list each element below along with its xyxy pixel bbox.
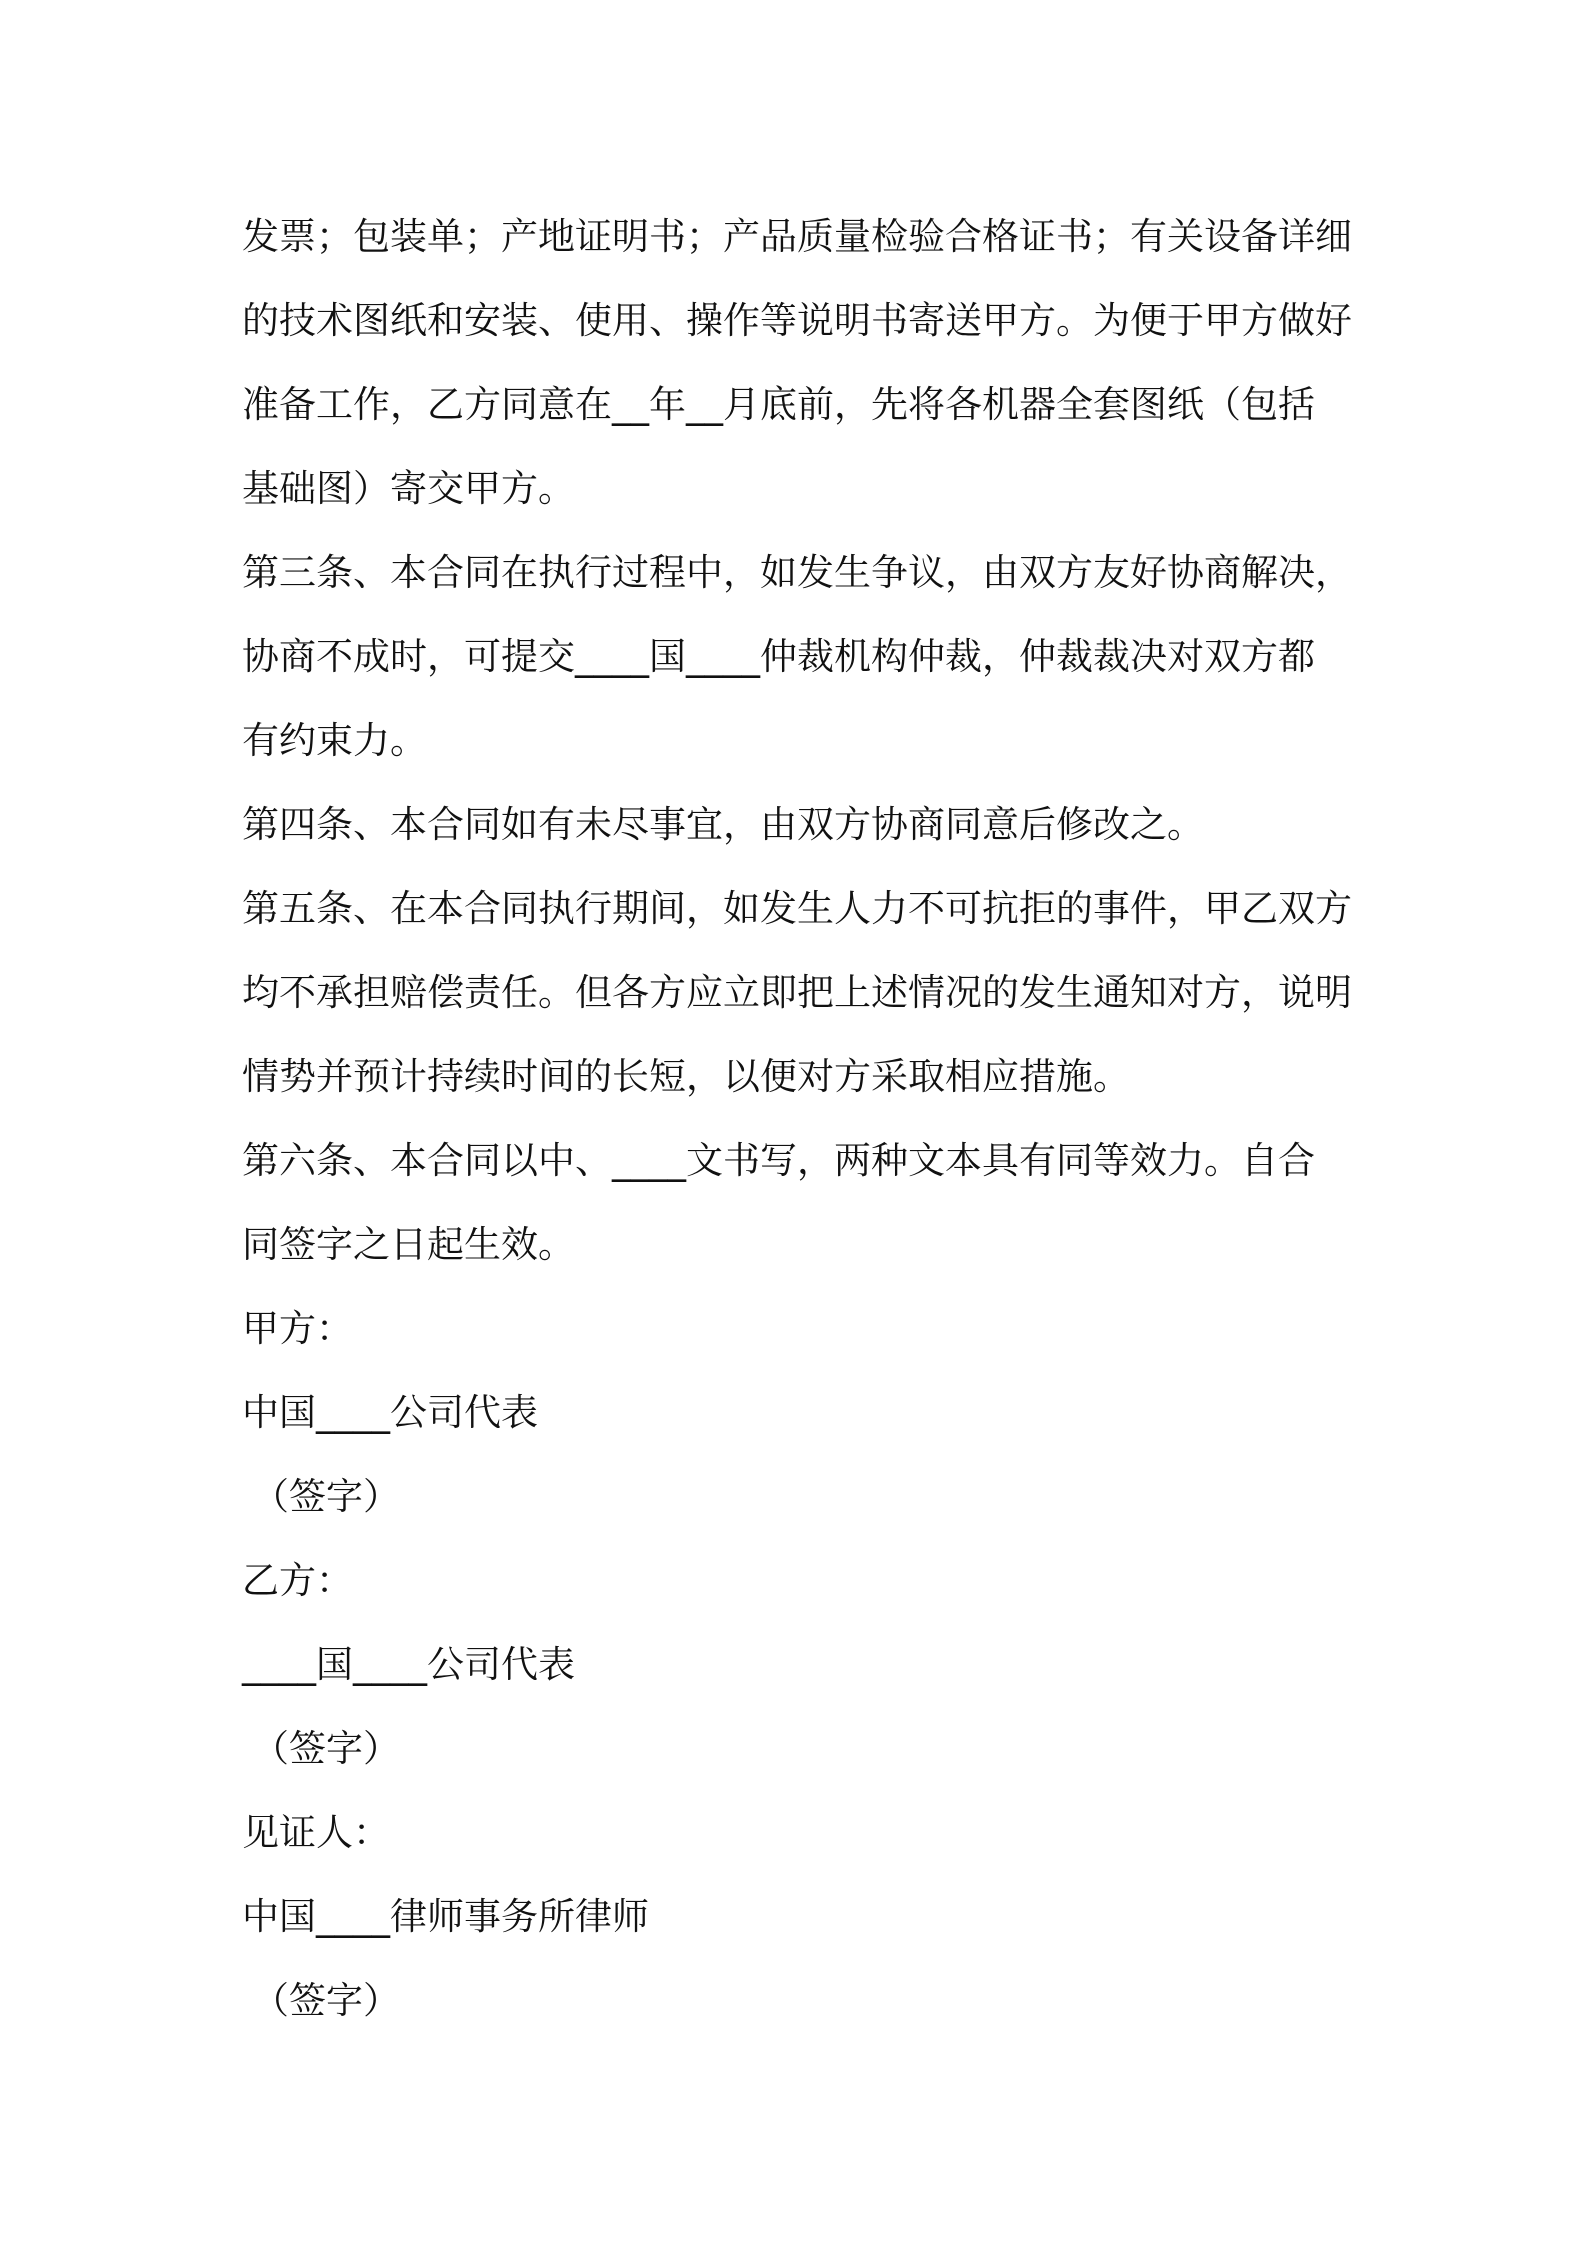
party-b-signature: （签字） — [252, 1727, 400, 1770]
text-line: 发票；包装单；产地证明书；产品质量检验合格证书；有关设备详细 — [242, 215, 1352, 258]
party-a-representative: 中国____公司代表 — [242, 1391, 538, 1434]
document-body — [242, 195, 1362, 2043]
party-a-label: 甲方： — [242, 1307, 353, 1350]
text-line: 情势并预计持续时间的长短，以便对方采取相应措施。 — [242, 1055, 1130, 1098]
witness-signature: （签字） — [252, 1979, 400, 2022]
text-line: 有约束力。 — [242, 719, 427, 762]
text-line: 基础图）寄交甲方。 — [242, 467, 575, 510]
article-6-line: 第六条、本合同以中、____文书写，两种文本具有同等效力。自合 — [242, 1139, 1315, 1182]
text-line: 准备工作，乙方同意在__年__月底前，先将各机器全套图纸（包括 — [242, 383, 1315, 426]
text-line: 均不承担赔偿责任。但各方应立即把上述情况的发生通知对方，说明 — [242, 971, 1352, 1014]
party-a-signature: （签字） — [252, 1475, 400, 1518]
party-b-label: 乙方： — [242, 1559, 353, 1602]
article-3-line: 第三条、本合同在执行过程中，如发生争议，由双方友好协商解决， — [242, 551, 1352, 594]
article-4-line: 第四条、本合同如有未尽事宜，由双方协商同意后修改之。 — [242, 803, 1204, 846]
text-line: 的技术图纸和安装、使用、操作等说明书寄送甲方。为便于甲方做好 — [242, 299, 1352, 342]
party-b-representative: ____国____公司代表 — [242, 1643, 575, 1686]
witness-label: 见证人： — [242, 1811, 390, 1854]
text-line: 同签字之日起生效。 — [242, 1223, 575, 1266]
text-line: 协商不成时，可提交____国____仲裁机构仲裁，仲裁裁决对双方都 — [242, 635, 1315, 678]
article-5-line: 第五条、在本合同执行期间，如发生人力不可抗拒的事件，甲乙双方 — [242, 887, 1352, 930]
witness-lawyer: 中国____律师事务所律师 — [242, 1895, 649, 1938]
